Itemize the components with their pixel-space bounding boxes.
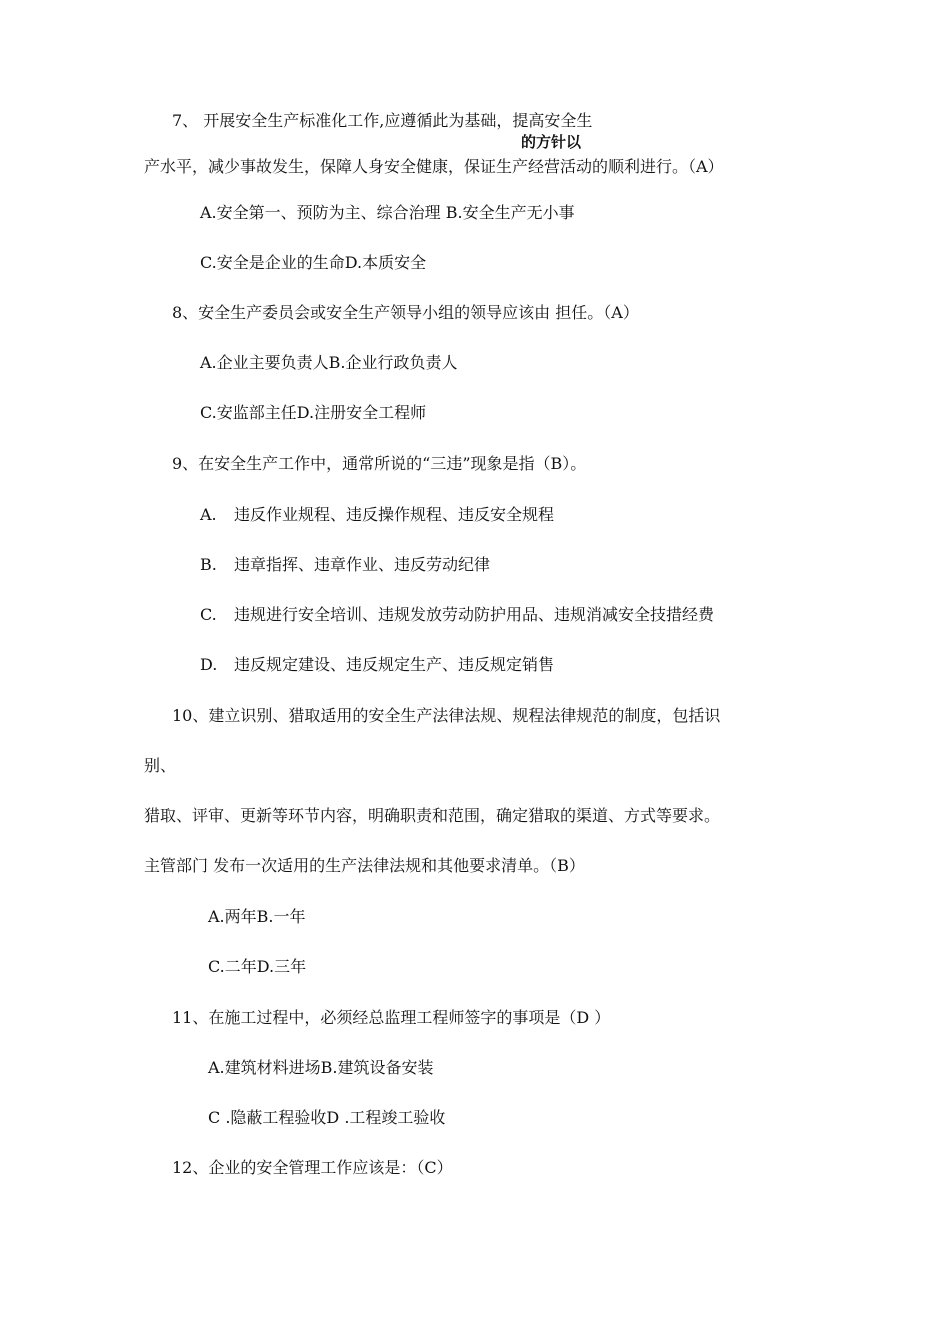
q10-stem-line3: 猎取、评审、更新等环节内容，明确职责和范围，确定猎取的渠道、方式等要求。 bbox=[144, 806, 721, 825]
q8-stem: 8、安全生产委员会或安全生产领导小组的领导应该由 担任。（A） bbox=[172, 303, 639, 322]
q7-inserted-text: 的方针以 bbox=[521, 133, 582, 151]
q11-options-ab: A.建筑材料进场B.建筑设备安装 bbox=[208, 1058, 434, 1077]
q8-options-ab: A.企业主要负责人B.企业行政负责人 bbox=[200, 353, 458, 372]
q12-stem: 12、企业的安全管理工作应该是：（C） bbox=[172, 1158, 453, 1177]
q7-options-ab: A.安全第一、预防为主、综合治理 B.安全生产无小事 bbox=[200, 203, 575, 222]
q9-option-c-text: 违规进行安全培训、违规发放劳动防护用品、违规消减安全技措经费 bbox=[234, 605, 715, 624]
q10-options-ab: A.两年B.一年 bbox=[208, 907, 306, 926]
q9-option-b-text: 违章指挥、违章作业、违反劳动纪律 bbox=[234, 555, 491, 574]
q10-stem-line4: 主管部门 发布一次适用的生产法律法规和其他要求清单。（B） bbox=[144, 856, 585, 875]
q10-stem-line1: 10、建立识别、猎取适用的安全生产法律法规、规程法律规范的制度，包括识 bbox=[172, 706, 721, 725]
q7-stem-line2: 产水平，减少事故发生，保障人身安全健康，保证生产经营活动的顺利进行。（A） bbox=[144, 157, 724, 176]
q9-stem: 9、在安全生产工作中，通常所说的“三违”现象是指（B）。 bbox=[172, 454, 587, 473]
q9-option-a-letter: A. bbox=[200, 505, 217, 524]
q10-options-cd: C.二年D.三年 bbox=[208, 957, 307, 976]
q9-option-d-text: 违反规定建设、违反规定生产、违反规定销售 bbox=[234, 655, 555, 674]
q10-stem-line2: 别、 bbox=[144, 756, 177, 775]
q9-option-b-letter: B. bbox=[200, 555, 217, 574]
q9-option-c-letter: C. bbox=[200, 605, 217, 624]
q9-option-d-letter: D. bbox=[200, 655, 218, 674]
q11-options-cd: C .隐蔽工程验收D .工程竣工验收 bbox=[208, 1108, 446, 1127]
q8-options-cd: C.安监部主任D.注册安全工程师 bbox=[200, 403, 427, 422]
q11-stem: 11、在施工过程中，必须经总监理工程师签字的事项是（D ） bbox=[172, 1008, 611, 1027]
q9-option-a-text: 违反作业规程、违反操作规程、违反安全规程 bbox=[234, 505, 555, 524]
q7-options-cd: C.安全是企业的生命D.本质安全 bbox=[200, 253, 427, 272]
q7-stem-line1: 7、 开展安全生产标准化工作,应遵循此为基础，提高安全生 bbox=[172, 111, 593, 130]
